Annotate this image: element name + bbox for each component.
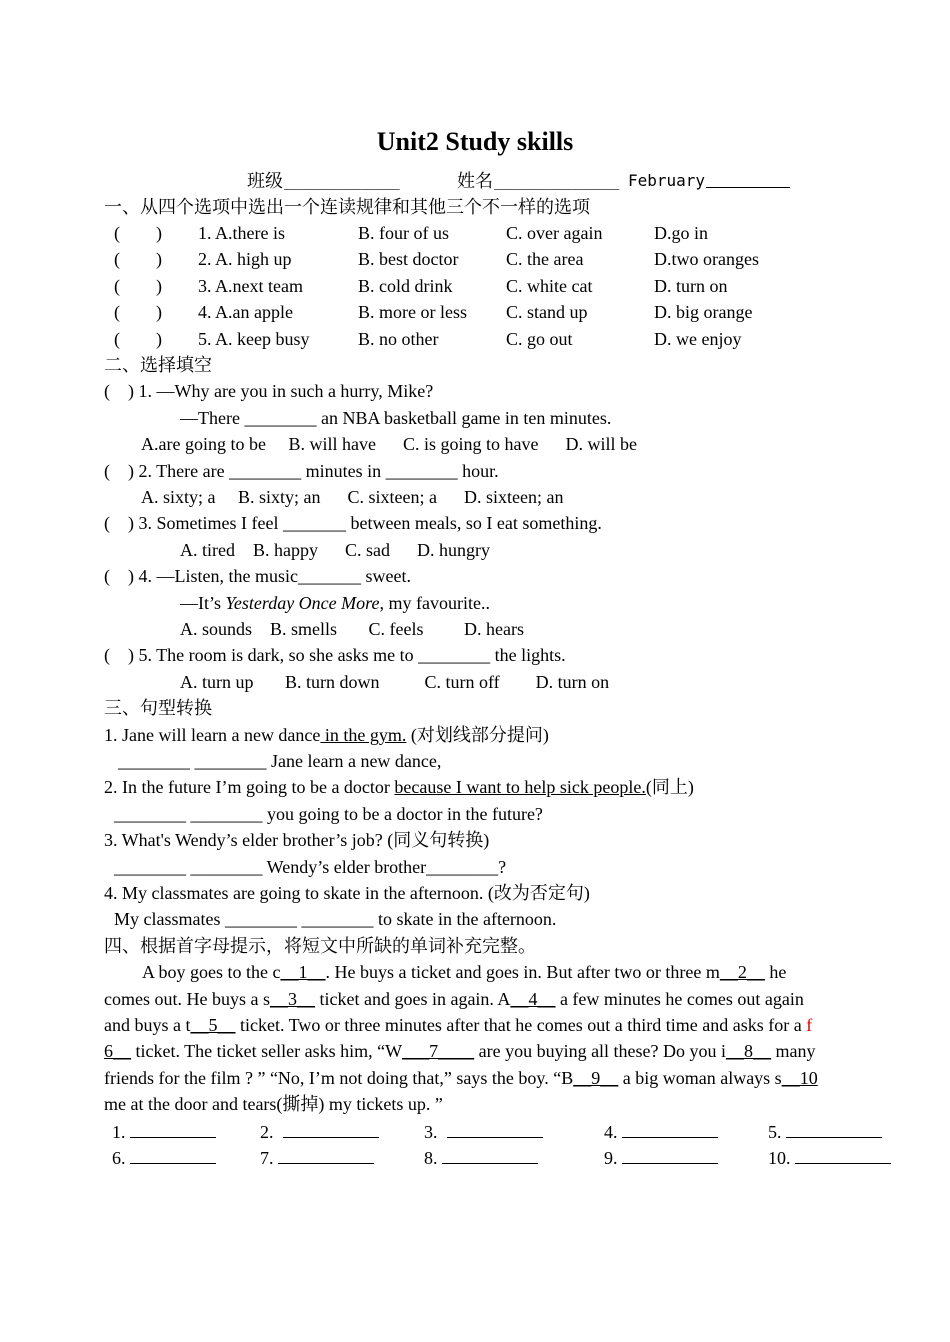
option-c: C. go out: [506, 329, 573, 349]
option-d: D. turn on: [654, 276, 728, 296]
section-3-heading: 三、句型转换: [104, 698, 212, 718]
name-label: 姓名: [457, 171, 493, 191]
question-text: 2. In the future I’m going to be a doctor because I want to help sick people.(同上): [104, 777, 694, 797]
question-text: ( ) 3. Sometimes I feel _______ between meals, so I eat something.: [104, 513, 602, 533]
song-title: Yesterday Once More: [225, 593, 380, 613]
option-c: C. over again: [506, 223, 603, 243]
name-field[interactable]: _____________: [494, 171, 620, 190]
options-line: A. tired B. happy C. sad D. hungry: [180, 540, 490, 560]
class-label: 班级: [247, 171, 283, 191]
option-b: B. cold drink: [358, 276, 453, 296]
question-text: 4. My classmates are going to skate in the afternoon. (改为否定句): [104, 883, 590, 903]
answer-item[interactable]: 9.: [604, 1146, 718, 1169]
answer-paren[interactable]: ( ): [114, 329, 162, 349]
option-a: 3. A.next team: [198, 276, 303, 296]
page-title: Unit2 Study skills: [376, 127, 574, 156]
question-text: 1. Jane will learn a new dance in the gym. (对划线部分提问): [104, 725, 549, 745]
question-text: ( ) 2. There are ________ minutes in ________ hour.: [104, 461, 499, 481]
passage-line: and buys a t__5__ ticket. Two or three minutes after that he comes out a third time and asks for a f: [104, 1015, 813, 1035]
section-2-heading: 二、选择填空: [104, 355, 212, 375]
option-a: 5. A. keep busy: [198, 329, 310, 349]
option-d: D.go in: [654, 223, 708, 243]
underlined-part: because I want to help sick people.: [394, 777, 646, 797]
question-text: —There ________ an NBA basketball game in ten minutes.: [180, 408, 612, 428]
answer-item[interactable]: 10.: [768, 1146, 891, 1169]
passage-line: me at the door and tears(撕掉) my tickets up. ”: [104, 1094, 443, 1114]
answer-item[interactable]: 7.: [260, 1146, 374, 1169]
passage-line: comes out. He buys a s__3__ ticket and goes in again. A__4__ a few minutes he comes out again: [104, 989, 804, 1009]
passage-line: 6__ ticket. The ticket seller asks him, “W___7____ are you buying all these? Do you i__8__ many: [104, 1041, 816, 1061]
answer-paren[interactable]: ( ): [114, 223, 162, 243]
option-c: C. white cat: [506, 276, 593, 296]
option-d: D. big orange: [654, 302, 753, 322]
question-text: ( ) 1. —Why are you in such a hurry, Mike?: [104, 381, 434, 401]
options-line: A.are going to be B. will have C. is going to have D. will be: [141, 434, 637, 454]
options-line: A. turn up B. turn down C. turn off D. turn on: [180, 672, 610, 692]
option-c: C. stand up: [506, 302, 588, 322]
question-text: ( ) 4. —Listen, the music_______ sweet.: [104, 566, 411, 586]
section-4-heading: 四、根据首字母提示，将短文中所缺的单词补充完整。: [104, 936, 536, 956]
answer-item[interactable]: 5.: [768, 1120, 882, 1143]
option-b: B. no other: [358, 329, 439, 349]
option-b: B. four of us: [358, 223, 449, 243]
class-field[interactable]: ____________: [284, 171, 400, 190]
answer-paren[interactable]: ( ): [114, 276, 162, 296]
answer-item[interactable]: 3.: [424, 1120, 543, 1143]
question-text: ( ) 5. The room is dark, so she asks me to ________ the lights.: [104, 645, 566, 665]
option-a: 2. A. high up: [198, 249, 292, 269]
answer-item[interactable]: 8.: [424, 1146, 538, 1169]
option-c: C. the area: [506, 249, 584, 269]
section-1-heading: 一、从四个选项中选出一个连读规律和其他三个不一样的选项: [104, 197, 590, 217]
option-d: D. we enjoy: [654, 329, 742, 349]
passage-line: A boy goes to the c__1__. He buys a ticket and goes in. But after two or three m__2__ he: [142, 962, 787, 982]
date-label: February: [628, 171, 706, 190]
option-b: B. more or less: [358, 302, 467, 322]
answer-line[interactable]: ________ ________ Wendy’s elder brother________?: [114, 857, 507, 877]
answer-item[interactable]: 1.: [112, 1120, 216, 1143]
option-a: 4. A.an apple: [198, 302, 293, 322]
answer-item[interactable]: 2.: [260, 1120, 379, 1143]
answer-item[interactable]: 6.: [112, 1146, 216, 1169]
options-line: A. sixty; a B. sixty; an C. sixteen; a D. sixteen; an: [141, 487, 564, 507]
answer-item[interactable]: 4.: [604, 1120, 718, 1143]
answer-line[interactable]: My classmates ________ ________ to skate in the afternoon.: [114, 909, 557, 929]
options-line: A. sounds B. smells C. feels D. hears: [180, 619, 524, 639]
option-b: B. best doctor: [358, 249, 459, 269]
answer-paren[interactable]: ( ): [114, 302, 162, 322]
underlined-part: in the gym.: [320, 725, 407, 745]
answer-line[interactable]: ________ ________ Jane learn a new dance,: [118, 751, 442, 771]
option-d: D.two oranges: [654, 249, 759, 269]
option-a: 1. A.there is: [198, 223, 285, 243]
answer-line[interactable]: ________ ________ you going to be a doctor in the future?: [114, 804, 543, 824]
question-text: —It’s Yesterday Once More, my favourite..: [180, 593, 490, 613]
date-field[interactable]: [706, 170, 790, 193]
passage-line: friends for the film ? ” “No, I’m not doing that,” says the boy. “B__9__ a big woman always s__10: [104, 1068, 818, 1088]
question-text: 3. What's Wendy’s elder brother’s job? (同义句转换): [104, 830, 490, 850]
answer-paren[interactable]: ( ): [114, 249, 162, 269]
